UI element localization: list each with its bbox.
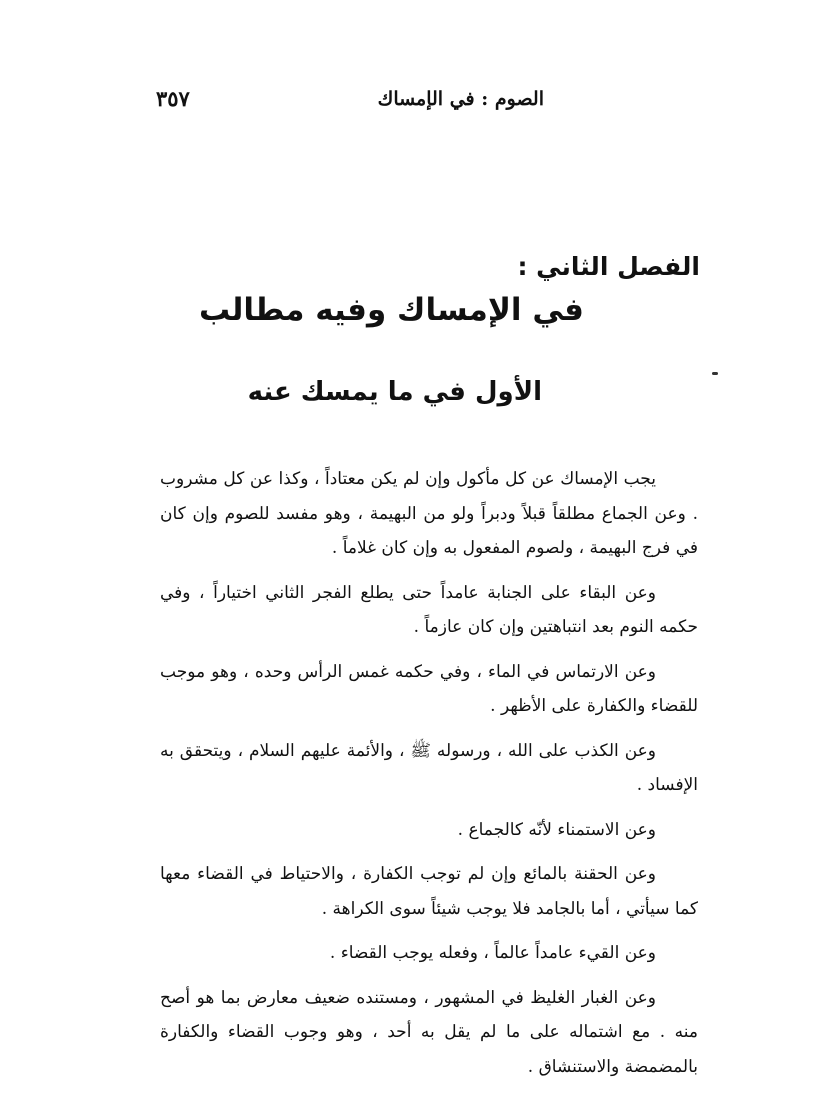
body-text <box>160 462 698 1094</box>
running-header <box>150 84 710 120</box>
paragraph: وعن الارتماس في الماء ، وفي حكمه غمس الرأس وحده ، وهو موجب للقضاء والكفارة على الأظهر . <box>160 661 698 716</box>
chapter-title: في الإمساك وفيه مطالب <box>198 292 584 328</box>
paragraph: وعن القيء عامداً عالماً ، وفعله يوجب القضاء . <box>329 943 656 963</box>
paragraph: وعن الكذب على الله ، ورسوله ﷺ ، والأئمة عليهم السلام ، ويتحقق به الإفساد . <box>160 740 698 795</box>
paragraph: وعن البقاء على الجنابة عامداً حتى يطلع الفجر الثاني اختياراً ، وفي حكمه النوم بعد انتباهتين وإن كان عازماً . <box>160 582 698 637</box>
running-title: الصوم : في الإمساك <box>377 88 544 110</box>
page-number: ٣٥٧ <box>156 86 190 111</box>
section-title: الأول في ما يمسك عنه <box>247 377 542 407</box>
print-speck <box>712 372 718 375</box>
paragraph: وعن الحقنة بالمائع وإن لم توجب الكفارة ، والاحتياط في القضاء معها كما سيأتي ، أما بالجامد فلا يوجب شيئاً سوى الكراهة . <box>160 864 698 919</box>
paragraph: وعن الغبار الغليظ في المشهور ، ومستنده ضعيف معارض بما هو أصح منه . مع اشتماله على ما لم يقل به أحد ، وهو وجوب القضاء والكفارة بالمضمضة والاستنشاق . <box>160 987 698 1077</box>
paragraph: وعن الاستمناء لأنّه كالجماع . <box>457 819 656 840</box>
chapter-label: الفصل الثاني : <box>517 252 700 281</box>
paragraph: يجب الإمساك عن كل مأكول وإن لم يكن معتاداً ، وكذا عن كل مشروب . وعن الجماع مطلقاً قبلاً ودبراً ولو من البهيمة ، وهو مفسد للصوم وإن كان في فرج البهيمة ، ولصوم المفعول به وإن كان غلاماً . <box>160 469 698 558</box>
